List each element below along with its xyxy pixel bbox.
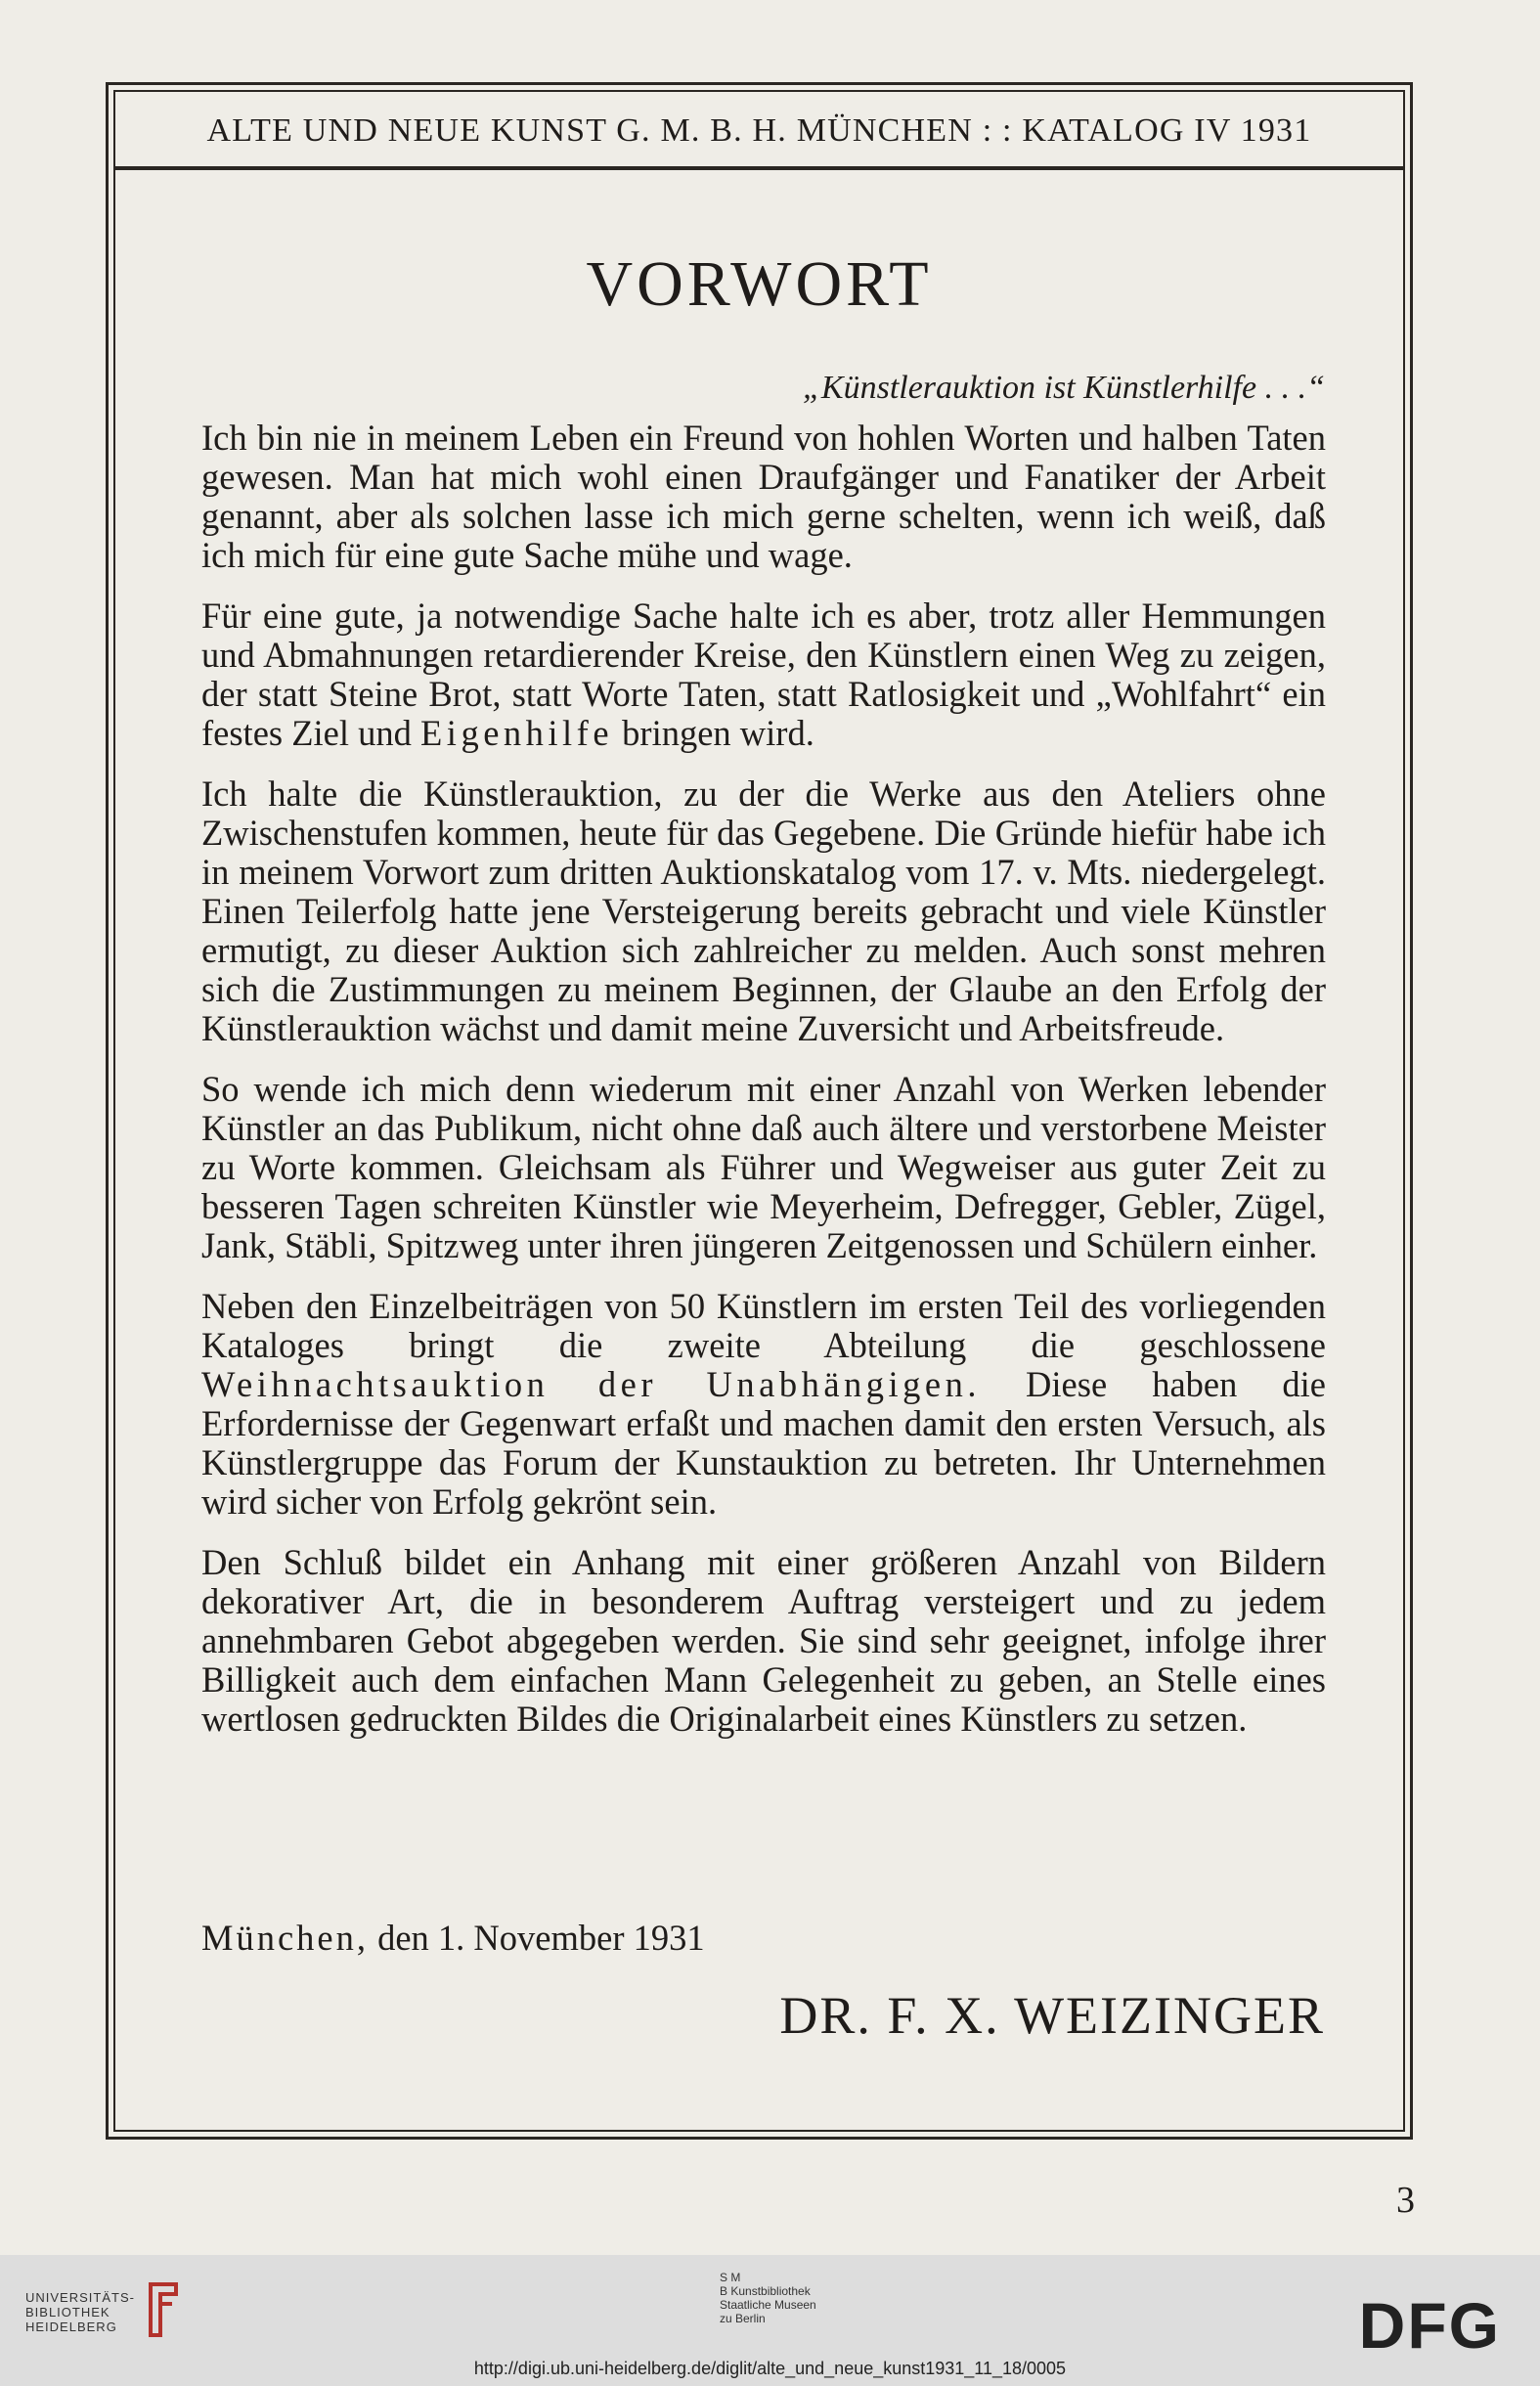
sm-line-2: B Kunstbibliothek <box>720 2284 811 2298</box>
paragraph-2 <box>201 596 1326 753</box>
page-number: 3 <box>1396 2180 1415 2221</box>
paragraph-3: Ich halte die Künstlerauktion, zu der die Werke aus den Ateliers ohne Zwischenstufen kommen, heute für das Gegebene. Die Gründe hiefür habe ich in meinem Vorwort zum dritten Auktionskatalog vom 17. v. Mts. niedergelegt. Einen Teilerfolg hatte jene Versteigerung bereits gebracht und viele Künstler ermutigt, zu dieser Auktion sich zahlreicher zu melden. Auch sonst mehren sich die Zustimmungen zu meinem Beginnen, der Glaube an den Erfolg der Künstlerauktion wächst und damit meine Zuversicht und Arbeitsfreude. <box>201 773 1326 1048</box>
dfg-logo: DFG <box>1358 2289 1501 2362</box>
author-signature: DR. F. X. WEIZINGER <box>779 1986 1325 2045</box>
sm-line-1: S M <box>720 2271 741 2284</box>
place-date-line <box>201 1917 705 1959</box>
paragraph-2-emphasis: Eigenhilfe <box>420 713 614 753</box>
paragraph-1: Ich bin nie in meinem Leben ein Freund von hohlen Worten und halben Taten gewesen. Man hat mich wohl einen Draufgänger und Fanatiker der Arbeit genannt, aber als solchen lasse ich mich gerne schelten, wenn ich weiß, daß ich mich für eine gute Sache mühe und wage. <box>201 418 1326 575</box>
foreword-body <box>201 419 1326 1760</box>
ub-line-3: HEIDELBERG <box>25 2320 117 2334</box>
sm-line-4: zu Berlin <box>720 2312 766 2325</box>
date-text: den 1. November 1931 <box>368 1918 705 1958</box>
paragraph-5-emphasis: Weihnachtsauktion der Unabhängigen. <box>201 1364 982 1404</box>
paragraph-6: Den Schluß bildet ein Anhang mit einer größeren Anzahl von Bildern dekorativer Art, die in besonderem Auftrag versteigert und zu jedem annehmbaren Gebot abgegeben werden. Sie sind sehr geeignet, infolge ihrer Billigkeit auch dem einfachen Mann Gelegenheit zu geben, an Stelle eines wertlosen gedruckten Bildes die Originalarbeit eines Künstlers zu setzen. <box>201 1542 1326 1739</box>
paragraph-2-text-b: bringen wird. <box>613 713 814 753</box>
place-name: München, <box>201 1918 369 1958</box>
ub-heidelberg-logo-icon <box>143 2280 182 2343</box>
catalog-header: ALTE UND NEUE KUNST G. M. B. H. MÜNCHEN : : KATALOG IV 1931 <box>206 112 1312 149</box>
paragraph-5-text-a: Neben den Einzelbeiträgen von 50 Künstlern im ersten Teil des vorliegenden Kataloges bringt die zweite Abteilung die geschlossene <box>201 1286 1326 1365</box>
ub-heidelberg-logo-text <box>25 2290 135 2334</box>
paragraph-5 <box>201 1287 1326 1522</box>
ub-line-2: BIBLIOTHEK <box>25 2305 110 2320</box>
sm-line-3: Staatliche Museen <box>720 2298 816 2312</box>
header-divider <box>113 166 1405 170</box>
page-title: VORWORT <box>586 248 933 320</box>
paragraph-2-text-a: Für eine gute, ja notwendige Sache halte ich es aber, trotz aller Hemmungen und Abmahnungen retardierender Kreise, den Künstlern einen Weg zu zeigen, der statt Steine Brot, statt Worte Taten, statt Ratlosigkeit und „Wohlfahrt“ ein festes Ziel und <box>201 596 1326 753</box>
smb-kunstbibliothek-credit <box>720 2271 816 2325</box>
paragraph-4: So wende ich mich denn wiederum mit einer Anzahl von Werken lebender Künstler an das Publikum, nicht ohne daß auch ältere und verstorbene Meister zu Worte kommen. Gleichsam als Führer und Wegweiser aus guter Zeit zu besseren Tagen schreiten Künstler wie Meyerheim, Defregger, Gebler, Zügel, Jank, Stäbli, Spitzweg unter ihren jüngeren Zeitgenossen und Schülern einher. <box>201 1069 1326 1265</box>
paragraph-5-text-b: Diese haben die Erfordernisse der Gegenwart erfaßt und machen damit den ersten Versuch, als Künstlergruppe das Forum der Kunstauktion zu betreten. Ihr Unternehmen wird sicher von Erfolg gekrönt sein. <box>201 1364 1326 1522</box>
ub-line-1: UNIVERSITÄTS- <box>25 2290 135 2305</box>
source-url[interactable]: http://digi.ub.uni-heidelberg.de/diglit/alte_und_neue_kunst1931_11_18/0005 <box>473 2359 1067 2378</box>
motto-quote: „Künstlerauktion ist Künstlerhilfe . . .“ <box>803 370 1325 406</box>
